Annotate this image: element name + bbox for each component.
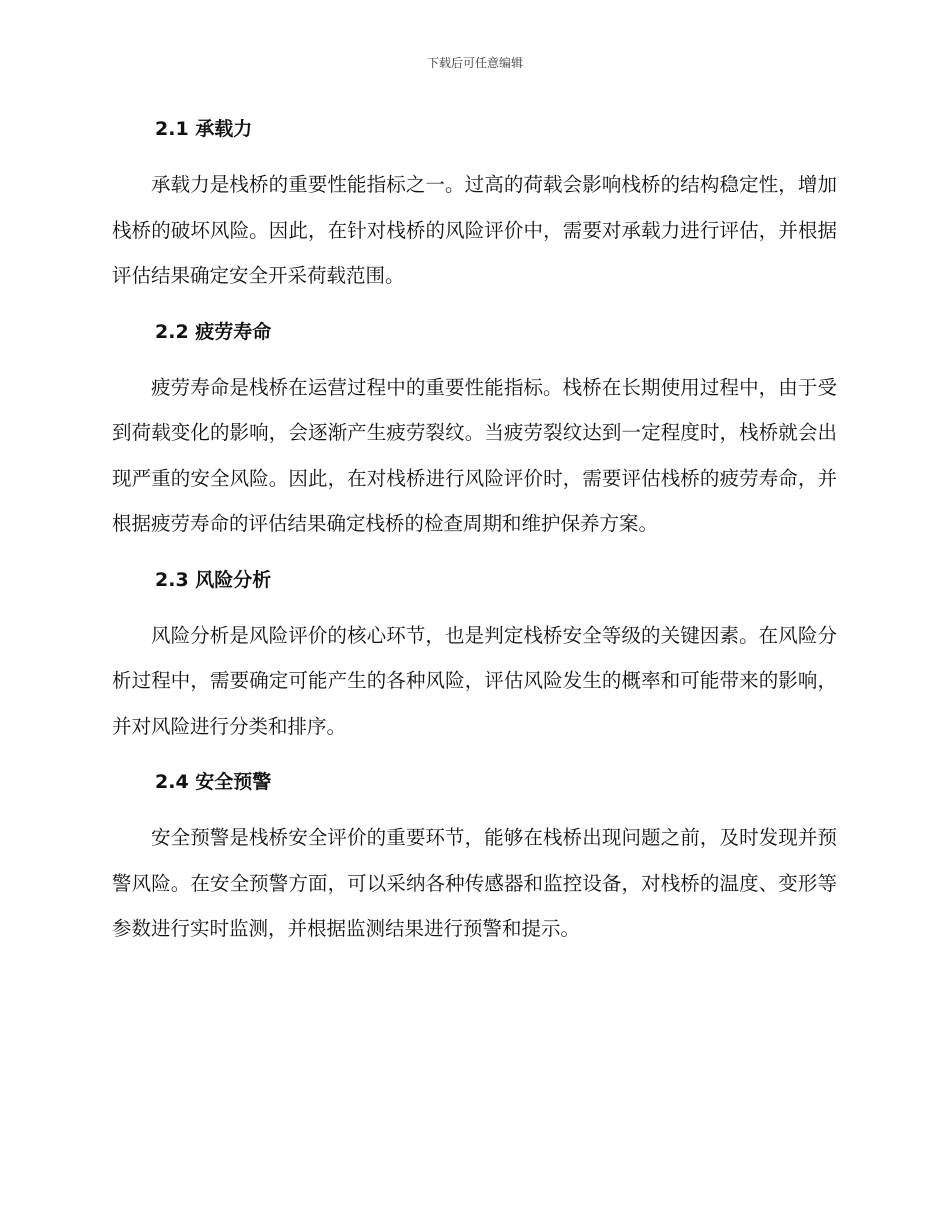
section-paragraph: 风险分析是风险评价的核心环节，也是判定栈桥安全等级的关键因素。在风险分析过程中，需要确定可能产生的各种风险，评估风险发生的概率和可能带来的影响，并对风险进行分类和排序。 [112,623,837,738]
section-heading: 2.1 承载力 [155,118,253,140]
section-fatigue-life [112,313,837,561]
section-heading: 2.2 疲劳寿命 [155,320,272,343]
section-safety-warning [112,763,837,952]
section-risk-analysis [112,561,837,764]
section-paragraph: 安全预警是栈桥安全评价的重要环节，能够在栈桥出现问题之前，及时发现并预警风险。在安全预警方面，可以采纳各种传感器和监控设备，对栈桥的温度、变形等参数进行实时监测，并根据监测结果进行预警和提示。 [112,826,837,940]
section-heading: 2.4 安全预警 [155,771,272,793]
header-note: 下载后可任意编辑 [426,56,523,70]
document-body [112,110,837,952]
section-paragraph: 疲劳寿命是栈桥在运营过程中的重要性能指标。栈桥在长期使用过程中，由于受到荷载变化的影响，会逐渐产生疲劳裂纹。当疲劳裂纹达到一定程度时，栈桥就会出现严重的安全风险。因此，在对栈桥进行风险评价时，需要评估栈桥的疲劳寿命，并根据疲劳寿命的评估结果确定栈桥的检查周期和维护保养方案。 [112,375,837,535]
section-heading: 2.3 风险分析 [155,568,272,591]
section-load-capacity [112,110,837,313]
section-paragraph: 承载力是栈桥的重要性能指标之一。过高的荷载会影响栈桥的结构稳定性，增加栈桥的破坏风险。因此，在针对栈桥的风险评价中，需要对承载力进行评估，并根据评估结果确定安全开采荷载范围。 [112,173,837,287]
